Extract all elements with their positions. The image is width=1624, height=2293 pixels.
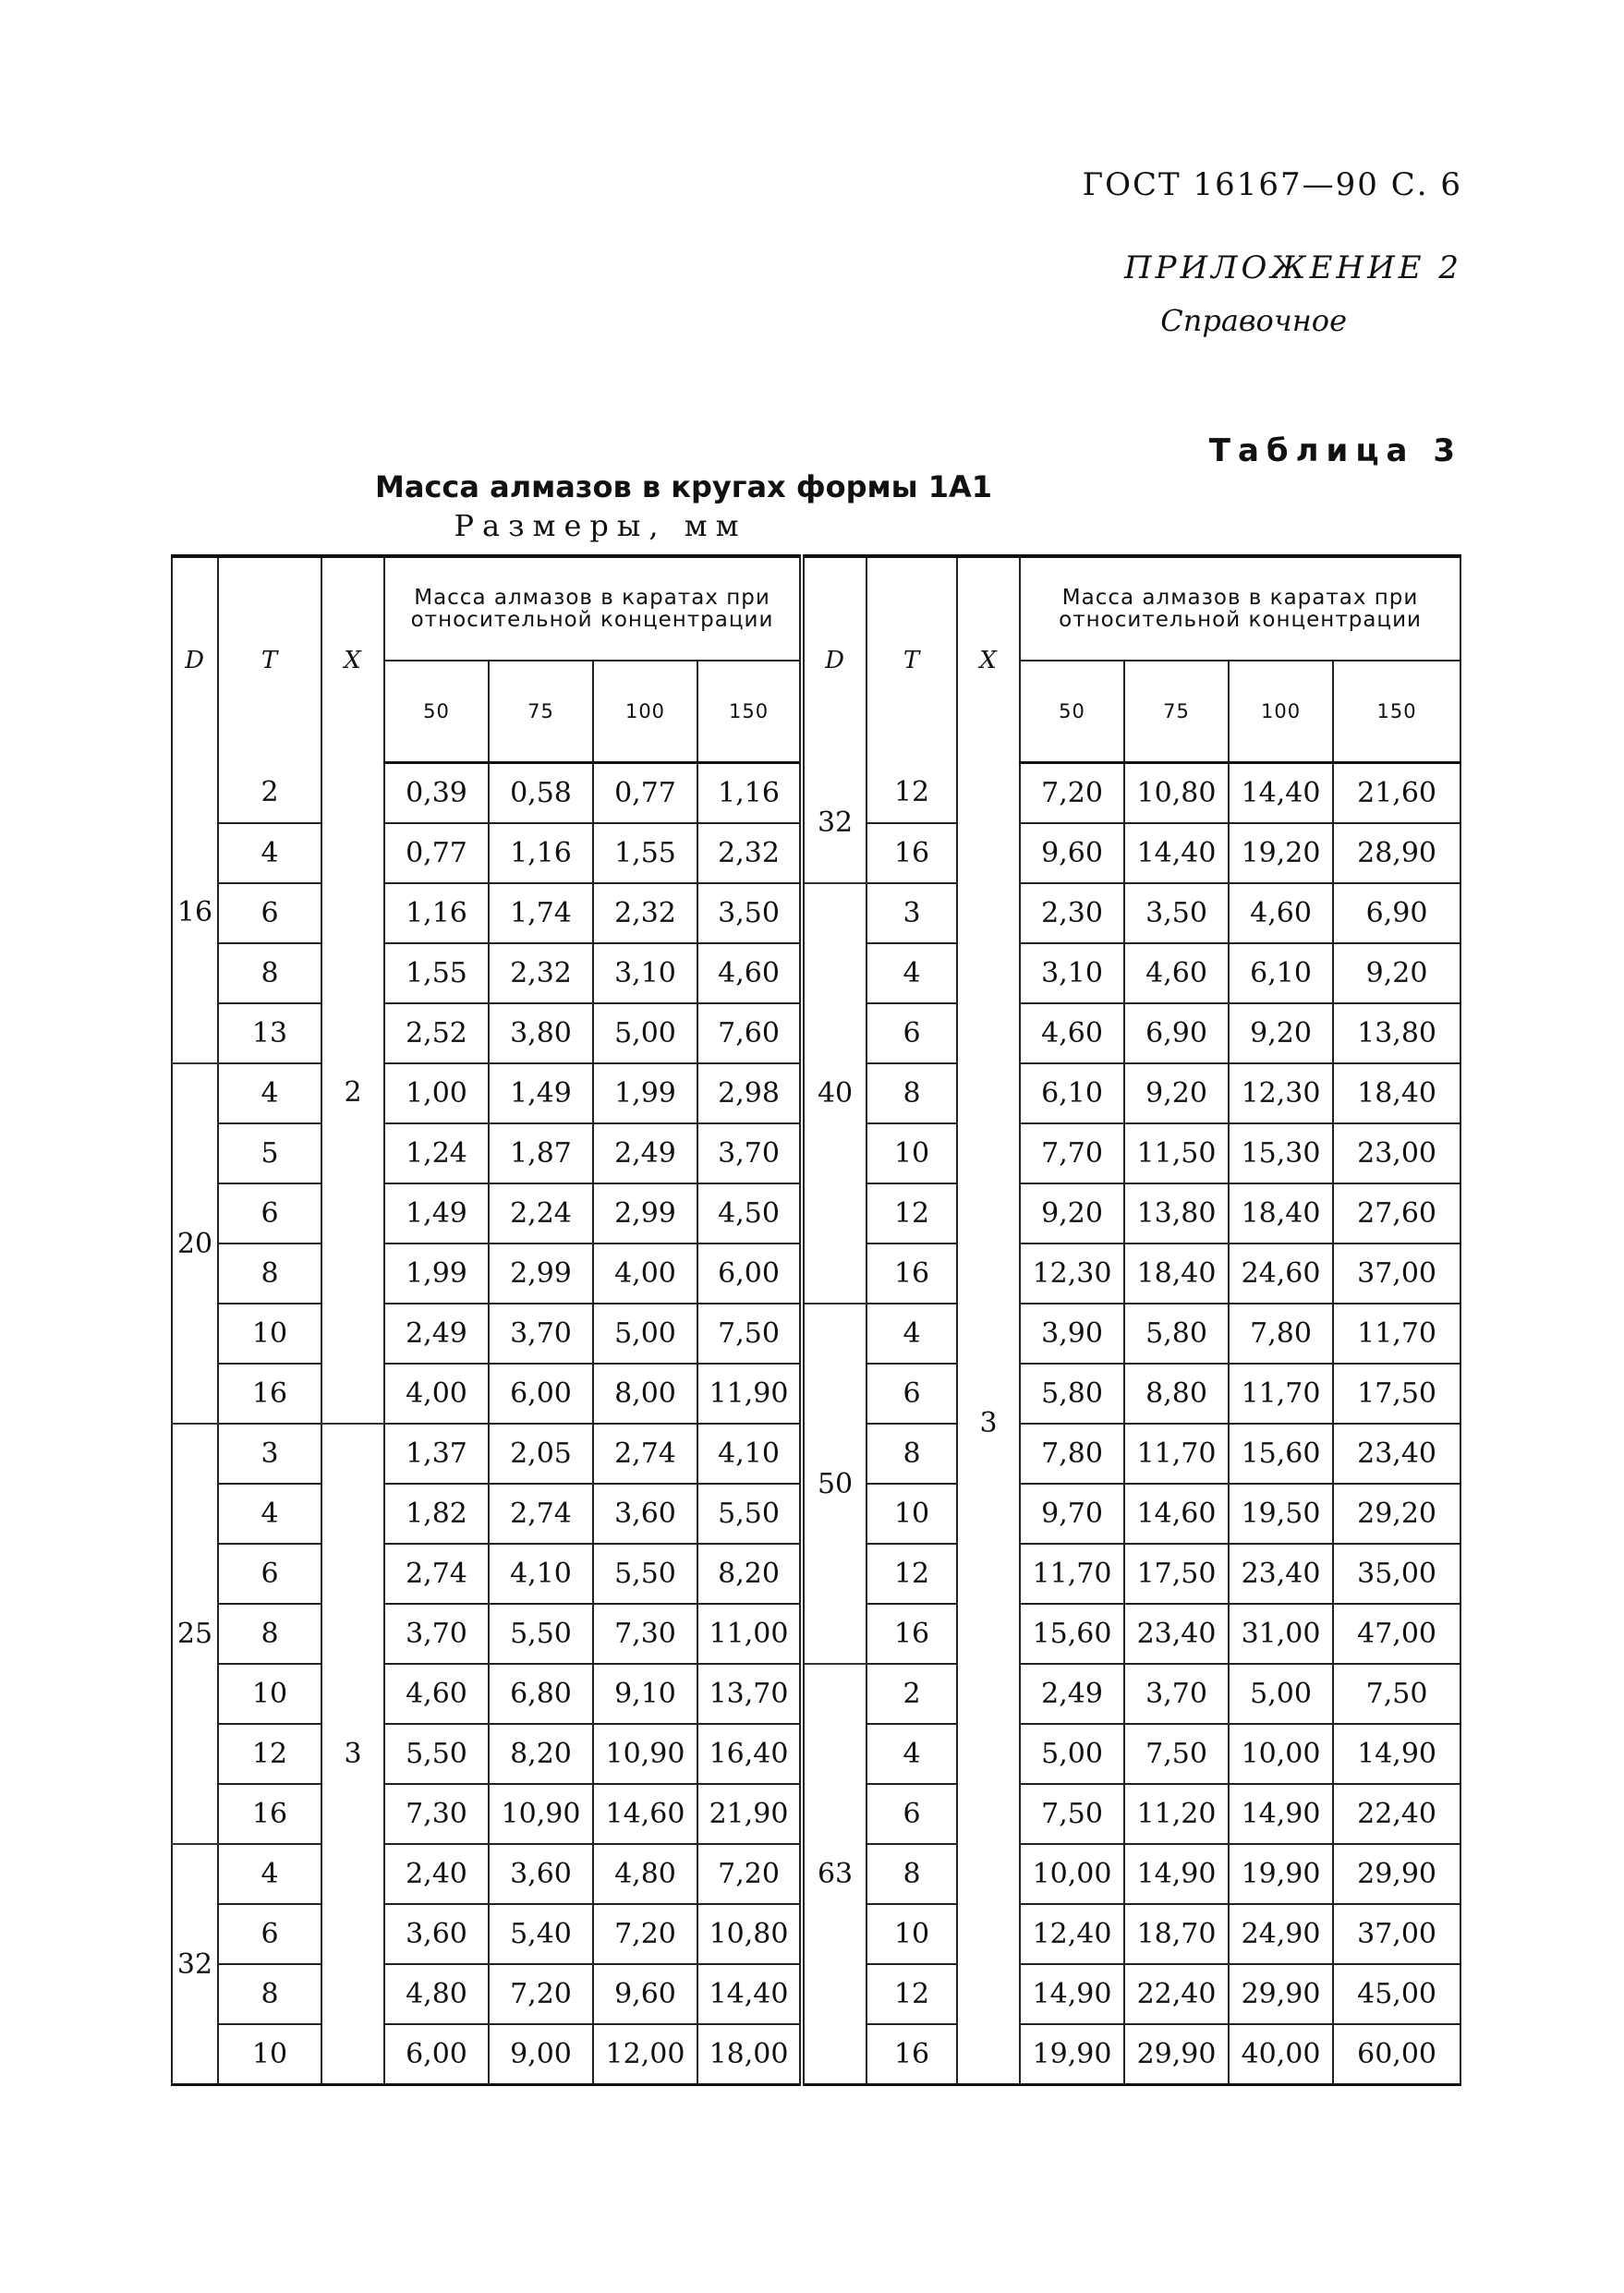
right-mass-cell: 60,00 [1333, 2024, 1460, 2085]
left-mass-cell: 3,70 [697, 1123, 802, 1183]
right-t-cell: 10 [867, 1904, 957, 1964]
left-mass-cell: 7,20 [489, 1964, 593, 2024]
right-mass-cell: 11,50 [1124, 1123, 1229, 1183]
left-mass-cell: 1,55 [593, 823, 697, 883]
left-mass-cell: 3,60 [489, 1844, 593, 1904]
right-mass-cell: 29,90 [1124, 2024, 1229, 2085]
right-mass-cell: 13,80 [1333, 1003, 1460, 1063]
col-group-left: Масса алмазов в каратах при относительной концентрации [384, 556, 802, 661]
left-mass-cell: 4,60 [384, 1664, 489, 1724]
left-mass-cell: 2,99 [489, 1244, 593, 1304]
right-mass-cell: 31,00 [1229, 1604, 1333, 1664]
left-mass-cell: 2,52 [384, 1003, 489, 1063]
right-mass-cell: 29,90 [1333, 1844, 1460, 1904]
left-mass-cell: 12,00 [593, 2024, 697, 2085]
right-mass-cell: 15,60 [1020, 1604, 1124, 1664]
right-mass-cell: 24,90 [1229, 1904, 1333, 1964]
col-t-left: T [218, 556, 321, 763]
left-t-cell: 4 [218, 1063, 321, 1123]
right-t-cell: 8 [867, 1844, 957, 1904]
right-mass-cell: 3,50 [1124, 883, 1229, 943]
right-mass-cell: 9,20 [1333, 943, 1460, 1003]
right-d-cell: 50 [802, 1304, 867, 1664]
right-mass-cell: 2,49 [1020, 1664, 1124, 1724]
left-t-cell: 10 [218, 2024, 321, 2085]
right-mass-cell: 7,70 [1020, 1123, 1124, 1183]
right-d-cell: 40 [802, 883, 867, 1304]
left-mass-cell: 1,49 [489, 1063, 593, 1123]
left-mass-cell: 5,00 [593, 1003, 697, 1063]
left-mass-cell: 9,00 [489, 2024, 593, 2085]
right-mass-cell: 35,00 [1333, 1544, 1460, 1604]
right-mass-cell: 4,60 [1229, 883, 1333, 943]
left-mass-cell: 2,05 [489, 1424, 593, 1484]
left-mass-cell: 4,00 [593, 1244, 697, 1304]
left-mass-cell: 21,90 [697, 1784, 802, 1844]
left-mass-cell: 16,40 [697, 1724, 802, 1784]
left-mass-cell: 1,16 [489, 823, 593, 883]
left-mass-cell: 1,87 [489, 1123, 593, 1183]
left-mass-cell: 7,20 [593, 1904, 697, 1964]
left-mass-cell: 1,16 [384, 883, 489, 943]
left-t-cell: 8 [218, 1964, 321, 2024]
left-mass-cell: 2,49 [593, 1123, 697, 1183]
right-mass-cell: 5,00 [1229, 1664, 1333, 1724]
left-d-cell: 20 [172, 1063, 218, 1424]
right-mass-cell: 10,80 [1124, 763, 1229, 824]
left-mass-cell: 10,90 [489, 1784, 593, 1844]
right-t-cell: 12 [867, 1183, 957, 1244]
right-mass-cell: 18,70 [1124, 1904, 1229, 1964]
appendix-title: ПРИЛОЖЕНИЕ 2 [1123, 249, 1462, 286]
right-d-cell: 63 [802, 1664, 867, 2085]
left-t-cell: 4 [218, 823, 321, 883]
right-mass-cell: 19,20 [1229, 823, 1333, 883]
right-t-cell: 8 [867, 1424, 957, 1484]
left-mass-cell: 5,50 [593, 1544, 697, 1604]
left-mass-cell: 0,58 [489, 763, 593, 824]
right-mass-cell: 47,00 [1333, 1604, 1460, 1664]
left-d-cell: 16 [172, 763, 218, 1064]
left-mass-cell: 2,24 [489, 1183, 593, 1244]
left-t-cell: 6 [218, 1544, 321, 1604]
right-t-cell: 10 [867, 1484, 957, 1544]
left-mass-cell: 2,32 [697, 823, 802, 883]
conc-100-left: 100 [593, 661, 697, 763]
right-mass-cell: 15,60 [1229, 1424, 1333, 1484]
right-mass-cell: 22,40 [1124, 1964, 1229, 2024]
left-mass-cell: 5,40 [489, 1904, 593, 1964]
right-mass-cell: 28,90 [1333, 823, 1460, 883]
left-mass-cell: 6,00 [489, 1364, 593, 1424]
left-t-cell: 16 [218, 1364, 321, 1424]
right-t-cell: 12 [867, 1964, 957, 2024]
left-mass-cell: 2,32 [489, 943, 593, 1003]
conc-150-right: 150 [1333, 661, 1460, 763]
left-mass-cell: 7,30 [384, 1784, 489, 1844]
left-d-cell: 32 [172, 1844, 218, 2085]
left-mass-cell: 11,00 [697, 1604, 802, 1664]
left-mass-cell: 9,60 [593, 1964, 697, 2024]
left-mass-cell: 8,20 [489, 1724, 593, 1784]
right-t-cell: 10 [867, 1123, 957, 1183]
conc-50-right: 50 [1020, 661, 1124, 763]
right-mass-cell: 11,70 [1020, 1544, 1124, 1604]
left-mass-cell: 1,49 [384, 1183, 489, 1244]
right-mass-cell: 10,00 [1229, 1724, 1333, 1784]
left-mass-cell: 7,50 [697, 1304, 802, 1364]
right-mass-cell: 45,00 [1333, 1964, 1460, 2024]
right-t-cell: 6 [867, 1784, 957, 1844]
right-mass-cell: 3,70 [1124, 1664, 1229, 1724]
left-mass-cell: 6,80 [489, 1664, 593, 1724]
left-mass-cell: 1,74 [489, 883, 593, 943]
left-mass-cell: 7,30 [593, 1604, 697, 1664]
right-mass-cell: 11,20 [1124, 1784, 1229, 1844]
left-mass-cell: 1,55 [384, 943, 489, 1003]
left-mass-cell: 5,50 [697, 1484, 802, 1544]
right-mass-cell: 11,70 [1333, 1304, 1460, 1364]
left-t-cell: 3 [218, 1424, 321, 1484]
right-mass-cell: 21,60 [1333, 763, 1460, 824]
table-number: Таблица 3 [1208, 432, 1462, 469]
left-mass-cell: 1,37 [384, 1424, 489, 1484]
conc-75-right: 75 [1124, 661, 1229, 763]
right-t-cell: 4 [867, 943, 957, 1003]
left-x-cell: 2 [321, 763, 384, 1425]
right-mass-cell: 23,40 [1124, 1604, 1229, 1664]
col-d-right: D [802, 556, 867, 763]
right-mass-cell: 8,80 [1124, 1364, 1229, 1424]
right-mass-cell: 29,20 [1333, 1484, 1460, 1544]
right-mass-cell: 19,90 [1020, 2024, 1124, 2085]
left-mass-cell: 1,82 [384, 1484, 489, 1544]
right-mass-cell: 7,20 [1020, 763, 1124, 824]
conc-150-left: 150 [697, 661, 802, 763]
right-mass-cell: 6,10 [1229, 943, 1333, 1003]
right-mass-cell: 17,50 [1124, 1544, 1229, 1604]
right-mass-cell: 2,30 [1020, 883, 1124, 943]
right-x-cell: 3 [957, 763, 1020, 2085]
right-mass-cell: 5,00 [1020, 1724, 1124, 1784]
right-mass-cell: 7,80 [1020, 1424, 1124, 1484]
left-mass-cell: 3,50 [697, 883, 802, 943]
right-mass-cell: 19,50 [1229, 1484, 1333, 1544]
table-subtitle: Размеры, мм [454, 508, 747, 543]
right-mass-cell: 9,20 [1020, 1183, 1124, 1244]
right-mass-cell: 18,40 [1333, 1063, 1460, 1123]
right-mass-cell: 23,40 [1229, 1544, 1333, 1604]
right-mass-cell: 37,00 [1333, 1244, 1460, 1304]
left-mass-cell: 4,10 [489, 1544, 593, 1604]
left-t-cell: 10 [218, 1664, 321, 1724]
right-mass-cell: 23,00 [1333, 1123, 1460, 1183]
left-x-cell: 3 [321, 1424, 384, 2085]
left-t-cell: 13 [218, 1003, 321, 1063]
right-mass-cell: 9,20 [1229, 1003, 1333, 1063]
left-mass-cell: 9,10 [593, 1664, 697, 1724]
left-mass-cell: 7,20 [697, 1844, 802, 1904]
conc-100-right: 100 [1229, 661, 1333, 763]
left-mass-cell: 5,50 [489, 1604, 593, 1664]
right-mass-cell: 18,40 [1229, 1183, 1333, 1244]
right-mass-cell: 23,40 [1333, 1424, 1460, 1484]
left-mass-cell: 11,90 [697, 1364, 802, 1424]
left-t-cell: 8 [218, 1244, 321, 1304]
right-mass-cell: 11,70 [1124, 1424, 1229, 1484]
right-mass-cell: 13,80 [1124, 1183, 1229, 1244]
col-group-right: Масса алмазов в каратах при относительной концентрации [1020, 556, 1460, 661]
right-t-cell: 16 [867, 2024, 957, 2085]
right-t-cell: 16 [867, 1604, 957, 1664]
left-t-cell: 2 [218, 763, 321, 824]
right-mass-cell: 7,50 [1333, 1664, 1460, 1724]
right-mass-cell: 7,80 [1229, 1304, 1333, 1364]
left-t-cell: 8 [218, 1604, 321, 1664]
left-mass-cell: 10,80 [697, 1904, 802, 1964]
left-mass-cell: 4,50 [697, 1183, 802, 1244]
left-mass-cell: 3,10 [593, 943, 697, 1003]
left-mass-cell: 5,50 [384, 1724, 489, 1784]
col-x-right: X [957, 556, 1020, 763]
left-t-cell: 5 [218, 1123, 321, 1183]
right-t-cell: 12 [867, 763, 957, 824]
right-mass-cell: 29,90 [1229, 1964, 1333, 2024]
left-mass-cell: 3,70 [489, 1304, 593, 1364]
table-title: Масса алмазов в кругах формы 1А1 [375, 469, 992, 504]
left-mass-cell: 4,00 [384, 1364, 489, 1424]
left-mass-cell: 4,80 [593, 1844, 697, 1904]
right-t-cell: 4 [867, 1724, 957, 1784]
right-mass-cell: 6,90 [1333, 883, 1460, 943]
left-mass-cell: 2,74 [384, 1544, 489, 1604]
right-t-cell: 6 [867, 1003, 957, 1063]
right-mass-cell: 11,70 [1229, 1364, 1333, 1424]
right-mass-cell: 14,90 [1020, 1964, 1124, 2024]
left-t-cell: 6 [218, 1904, 321, 1964]
right-t-cell: 4 [867, 1304, 957, 1364]
left-mass-cell: 5,00 [593, 1304, 697, 1364]
left-mass-cell: 13,70 [697, 1664, 802, 1724]
right-mass-cell: 18,40 [1124, 1244, 1229, 1304]
right-mass-cell: 12,30 [1229, 1063, 1333, 1123]
right-mass-cell: 6,10 [1020, 1063, 1124, 1123]
left-mass-cell: 1,00 [384, 1063, 489, 1123]
left-mass-cell: 3,70 [384, 1604, 489, 1664]
left-mass-cell: 6,00 [384, 2024, 489, 2085]
left-mass-cell: 0,77 [593, 763, 697, 824]
right-mass-cell: 19,90 [1229, 1844, 1333, 1904]
left-mass-cell: 1,99 [593, 1063, 697, 1123]
left-mass-cell: 2,74 [593, 1424, 697, 1484]
right-mass-cell: 14,90 [1333, 1724, 1460, 1784]
right-mass-cell: 15,30 [1229, 1123, 1333, 1183]
left-t-cell: 12 [218, 1724, 321, 1784]
left-mass-cell: 2,98 [697, 1063, 802, 1123]
conc-50-left: 50 [384, 661, 489, 763]
right-mass-cell: 14,40 [1229, 763, 1333, 824]
right-mass-cell: 14,60 [1124, 1484, 1229, 1544]
left-mass-cell: 2,40 [384, 1844, 489, 1904]
left-mass-cell: 8,20 [697, 1544, 802, 1604]
appendix-reference: Справочное [1160, 303, 1347, 338]
left-mass-cell: 4,10 [697, 1424, 802, 1484]
left-mass-cell: 4,60 [697, 943, 802, 1003]
left-t-cell: 6 [218, 1183, 321, 1244]
right-mass-cell: 9,60 [1020, 823, 1124, 883]
left-mass-cell: 2,49 [384, 1304, 489, 1364]
right-t-cell: 6 [867, 1364, 957, 1424]
right-t-cell: 12 [867, 1544, 957, 1604]
left-mass-cell: 2,99 [593, 1183, 697, 1244]
col-x-left: X [321, 556, 384, 763]
left-mass-cell: 18,00 [697, 2024, 802, 2085]
right-mass-cell: 37,00 [1333, 1904, 1460, 1964]
right-t-cell: 16 [867, 823, 957, 883]
left-mass-cell: 1,16 [697, 763, 802, 824]
right-mass-cell: 9,70 [1020, 1484, 1124, 1544]
left-t-cell: 4 [218, 1484, 321, 1544]
right-mass-cell: 4,60 [1020, 1003, 1124, 1063]
left-mass-cell: 4,80 [384, 1964, 489, 2024]
left-d-cell: 25 [172, 1424, 218, 1844]
diamond-mass-table [171, 554, 1461, 2086]
left-mass-cell: 3,80 [489, 1003, 593, 1063]
col-t-right: T [867, 556, 957, 763]
right-mass-cell: 6,90 [1124, 1003, 1229, 1063]
conc-75-left: 75 [489, 661, 593, 763]
doc-code: ГОСТ 16167—90 С. 6 [1082, 166, 1462, 203]
left-mass-cell: 3,60 [593, 1484, 697, 1544]
left-mass-cell: 1,99 [384, 1244, 489, 1304]
right-mass-cell: 14,90 [1124, 1844, 1229, 1904]
left-t-cell: 6 [218, 883, 321, 943]
col-d-left: D [172, 556, 218, 763]
table-row [172, 763, 1460, 824]
left-mass-cell: 7,60 [697, 1003, 802, 1063]
right-mass-cell: 22,40 [1333, 1784, 1460, 1844]
right-t-cell: 2 [867, 1664, 957, 1724]
right-mass-cell: 14,90 [1229, 1784, 1333, 1844]
left-mass-cell: 1,24 [384, 1123, 489, 1183]
left-mass-cell: 0,39 [384, 763, 489, 824]
left-mass-cell: 0,77 [384, 823, 489, 883]
right-mass-cell: 17,50 [1333, 1364, 1460, 1424]
right-mass-cell: 7,50 [1020, 1784, 1124, 1844]
right-mass-cell: 9,20 [1124, 1063, 1229, 1123]
left-mass-cell: 2,32 [593, 883, 697, 943]
right-mass-cell: 24,60 [1229, 1244, 1333, 1304]
left-t-cell: 8 [218, 943, 321, 1003]
right-mass-cell: 3,10 [1020, 943, 1124, 1003]
right-mass-cell: 12,40 [1020, 1904, 1124, 1964]
left-t-cell: 4 [218, 1844, 321, 1904]
right-mass-cell: 40,00 [1229, 2024, 1333, 2085]
right-mass-cell: 27,60 [1333, 1183, 1460, 1244]
left-mass-cell: 14,60 [593, 1784, 697, 1844]
right-t-cell: 3 [867, 883, 957, 943]
left-mass-cell: 3,60 [384, 1904, 489, 1964]
left-mass-cell: 8,00 [593, 1364, 697, 1424]
left-mass-cell: 6,00 [697, 1244, 802, 1304]
right-mass-cell: 5,80 [1124, 1304, 1229, 1364]
left-t-cell: 10 [218, 1304, 321, 1364]
right-mass-cell: 3,90 [1020, 1304, 1124, 1364]
left-mass-cell: 14,40 [697, 1964, 802, 2024]
right-t-cell: 16 [867, 1244, 957, 1304]
right-mass-cell: 5,80 [1020, 1364, 1124, 1424]
right-mass-cell: 12,30 [1020, 1244, 1124, 1304]
left-mass-cell: 10,90 [593, 1724, 697, 1784]
right-mass-cell: 14,40 [1124, 823, 1229, 883]
right-mass-cell: 4,60 [1124, 943, 1229, 1003]
left-t-cell: 16 [218, 1784, 321, 1844]
right-d-cell: 32 [802, 763, 867, 884]
left-mass-cell: 2,74 [489, 1484, 593, 1544]
right-mass-cell: 7,50 [1124, 1724, 1229, 1784]
right-mass-cell: 10,00 [1020, 1844, 1124, 1904]
right-t-cell: 8 [867, 1063, 957, 1123]
